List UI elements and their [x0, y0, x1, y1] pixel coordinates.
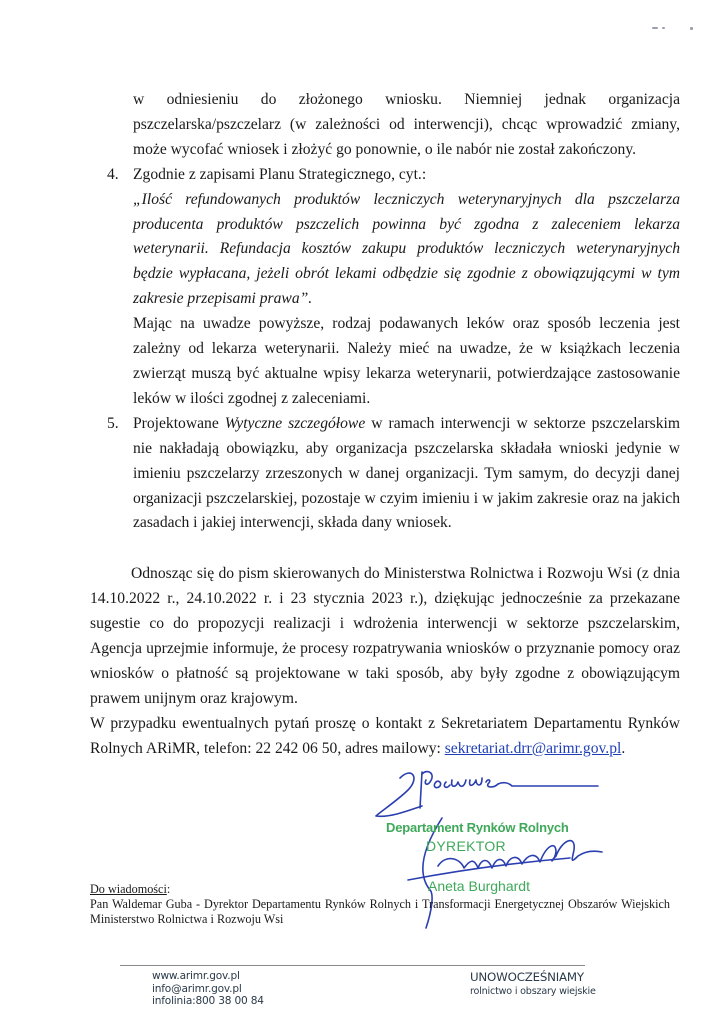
list-item-follow: Mając na uwadze powyższe, rodzaj podawanych leków oraz sposób leczenia jest zależny od lekarza weterynarii. Należy mieć na uwadze, że w książkach leczenia zwierząt muszą być aktualne wpisy lekarza weterynarii, potwierdzające zastosowanie leków w ilości zgodnej z zaleceniami. [133, 315, 680, 407]
cc-label: Do wiadomości [90, 882, 167, 896]
contact-text: W przypadku ewentualnych pytań proszę o kontakt z Sekretariatem Departamentu Rynków Rolnych ARiMR, telefon: 22 242 06 50, adres mailowy: [90, 714, 680, 757]
list-number: 5. [107, 414, 119, 432]
strategic-plan-quote: „Ilość refundowanych produktów leczniczych weterynaryjnych dla pszczelarza producenta produktów pszczelich powinna być zgodna z zaleceniem lekarza weterynarii. Refundacja kosztów zakupu produktów leczniczych weterynaryjnych będzie wypłacana, jeżeli obrót lekami odbędzie się zgodnie z obowiązującymi w tym zakresie przepisami prawa”. [133, 190, 680, 308]
scan-artifact [650, 27, 700, 33]
footer-slogan [470, 970, 596, 998]
stamp-name: Aneta Burghardt [428, 878, 530, 894]
footer-slogan-main: UNOWOCZEŚNIAMY [470, 970, 584, 984]
text-fragment: . [621, 739, 626, 757]
list-item-4 [90, 163, 680, 412]
text-fragment: Projektowane [133, 414, 225, 432]
contact-paragraph [90, 712, 680, 762]
footer-slogan-sub: rolnictwo i obszary wiejskie [470, 986, 596, 997]
letter-body [90, 88, 680, 762]
footer-hotline: infolinia:800 38 00 84 [152, 995, 264, 1007]
closing-paragraph: Odnosząc się do pism skierowanych do Ministerstwa Rolnictwa i Rozwoju Wsi (z dnia 14.10.2022 r., 24.10.2022 r. i 23 stycznia 2023 r.), dziękując jednocześnie za przekazane sugestie co do propozycji realizacji i wdrożenia interwencji w sektorze pszczelarskim, Agencja uprzejmie informuje, że procesy rozpatrywania wniosków o przyznanie pomocy oraz wniosków o płatność są projektowane w taki sposób, aby były zgodne z obowiązującym prawem unijnym oraz krajowym. [90, 565, 680, 707]
continuation-paragraph: w odniesieniu do złożonego wniosku. Niemniej jednak organizacja pszczelarska/pszczelarz (w zależności od interwencji), chcąc wprowadzić zmiany, może wycofać wniosek i złożyć go ponownie, o ile nabór nie został zakończony. [133, 91, 680, 158]
guidelines-title: Wytyczne szczegółowe [224, 414, 366, 432]
footer-divider [120, 965, 585, 966]
list-item-lead: Zgodnie z zapisami Planu Strategicznego, cyt.: [133, 165, 427, 183]
text-fragment: w ramach interwencji w sektorze pszczelarskim nie nakładają obowiązku, aby organizacja pszczelarska składała wnioski jedynie w imieniu pszczelarzy zrzeszonych w danej organizacji. Tym samym, do decyzji danej organizacji pszczelarskiej, pozostaje w czyim imieniu i w jakim zakresie oraz na jakich zasadach i jakiej interwencji, składa dany wniosek. [133, 414, 680, 532]
footer-contact [152, 970, 264, 1008]
stamp-title: DYREKTOR [426, 838, 506, 854]
cc-colon: : [166, 882, 171, 896]
list-number: 4. [107, 165, 119, 183]
stamp-department: Departament Rynków Rolnych [386, 820, 569, 835]
footer-email: info@arimr.gov.pl [152, 982, 242, 995]
footer-website: www.arimr.gov.pl [152, 970, 240, 982]
list-item-5 [90, 412, 680, 537]
secretariat-email-link[interactable]: sekretariat.drr@arimr.gov.pl [444, 739, 622, 757]
cc-section [90, 882, 670, 927]
list-item-text [133, 412, 680, 537]
cc-recipient: Pan Waldemar Guba - Dyrektor Departamentu Rynków Rolnych i Transformacji Energetycznej Obszarów Wiejskich Ministerstwo Rolnictwa i Rozwoju Wsi [90, 897, 670, 926]
